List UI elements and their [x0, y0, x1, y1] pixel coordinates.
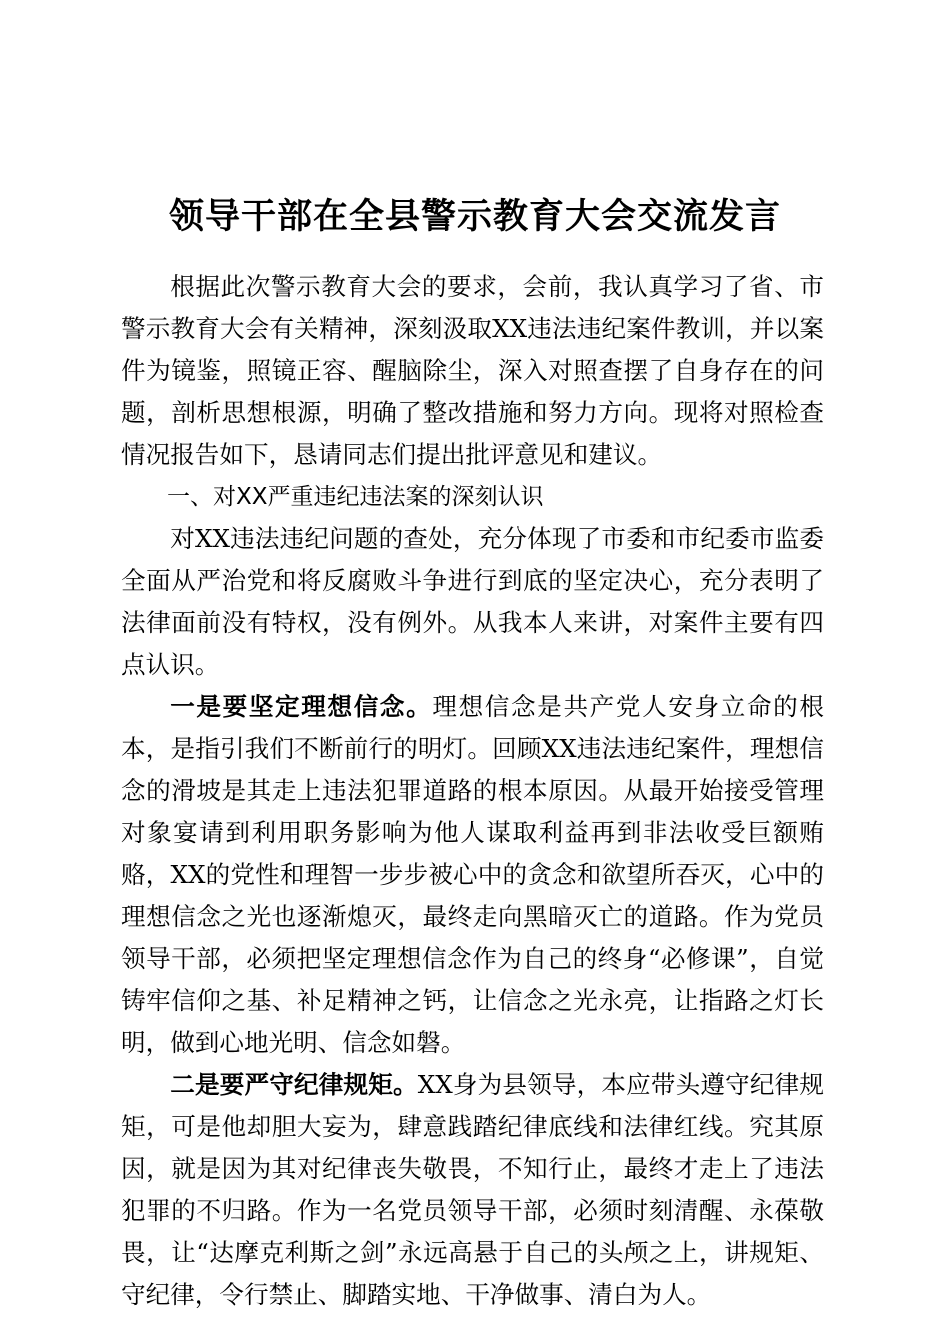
point-1-lead: 一是要坚定理想信念。	[170, 692, 433, 721]
point-2-lead: 二是要严守纪律规矩。	[170, 1070, 418, 1099]
intro-paragraph: 根据此次警示教育大会的要求，会前，我认真学习了省、市警示教育大会有关精神，深刻汲取XX违法违纪案件教训，并以案件为镜鉴，照镜正容、醒脑除尘，深入对照查摆了自身存在的问题，剖析思想根源，明确了整改措施和努力方向。现将对照检查情况报告如下，恳请同志们提出批评意见和建议。	[121, 272, 824, 469]
document-title: 领导干部在全县警示教育大会交流发言	[168, 196, 781, 237]
point-2-text: XX身为县领导，本应带头遵守纪律规矩，可是他却胆大妄为，肆意践踏纪律底线和法律红线。究其原因，就是因为其对纪律丧失敬畏，不知行止，最终才走上了违法犯罪的不归路。作为一名党员领导干部，必须时刻清醒、永葆敬畏，让“达摩克利斯之剑”永远高悬于自己的头颅之上，讲规矩、守纪律，令行禁止、脚踏实地、干净做事、清白为人。	[121, 1070, 824, 1309]
point-2-paragraph	[121, 1064, 824, 1316]
document-body	[121, 266, 824, 1316]
section-1-paragraph: 对XX违法违纪问题的查处，充分体现了市委和市纪委市监委全面从严治党和将反腐败斗争进行到底的坚定决心，充分表明了法律面前没有特权，没有例外。从我本人来讲，对案件主要有四点认识。	[121, 524, 824, 679]
point-1-paragraph	[121, 686, 824, 1064]
point-1-text: 理想信念是共产党人安身立命的根本，是指引我们不断前行的明灯。回顾XX违法违纪案件，理想信念的滑坡是其走上违法犯罪道路的根本原因。从最开始接受管理对象宴请到利用职务影响为他人谋取利益再到非法收受巨额贿赂，XX的党性和理智一步步被心中的贪念和欲望所吞灭，心中的理想信念之光也逐渐熄灭，最终走向黑暗灭亡的道路。作为党员领导干部，必须把坚定理想信念作为自己的终身“必修课”，自觉铸牢信仰之基、补足精神之钙，让信念之光永亮，让指路之灯长明，做到心地光明、信念如磐。	[121, 692, 824, 1057]
section-heading-1: 一、对XX严重违纪违法案的深刻认识	[167, 484, 544, 510]
